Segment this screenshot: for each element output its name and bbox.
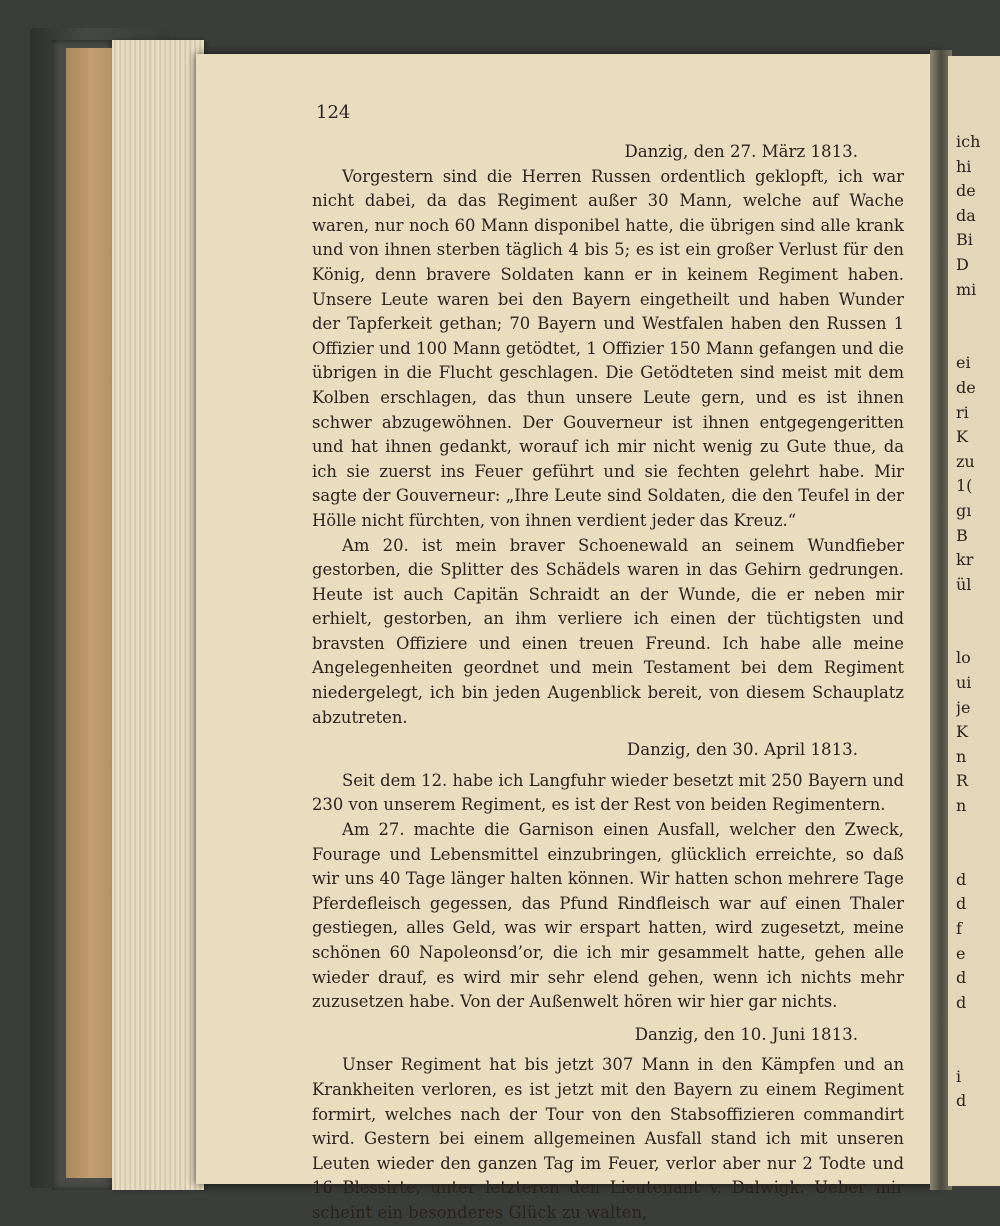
right-page-fragment: e [956,943,966,963]
right-page-fragment: D [956,254,969,274]
stacked-page-edges [112,40,204,1190]
right-page-fragment: ui [956,673,972,693]
paragraph: Am 20. ist mein braver Schoenewald an seinem Wundfieber gestorben, die Splitter des Schädels waren in das Gehirn gedrungen. Heute ist auch Capitän Schraidt an der Wunde, die er neben mir erhielt, gestorben, an ihm verliere ich einen der tüchtigsten und bravsten Offiziere und einen treuen Freund. Ich habe alle meine Angelegenheiten geordnet und mein Testament bei dem Regiment niedergelegt, ich bin jeden Augenblick bereit, von diesem Schauplatz abzutreten. [312,535,904,727]
page-number: 124 [316,102,351,123]
right-page-fragment: i [956,1066,962,1086]
right-page-fragment: lo [956,648,971,668]
right-page-fragment [956,302,1000,327]
paragraph: Seit dem 12. habe ich Langfuhr wieder besetzt mit 250 Bayern und 230 von unserem Regiment, es ist der Rest von beiden Regimentern. [312,770,904,815]
right-page-fragment: B [956,525,968,545]
right-page-fragment: K [956,427,968,447]
right-page-fragment: ül [956,574,972,594]
right-page-fragment: K [956,722,968,742]
right-page-fragment: 1( [956,476,973,496]
right-page-fragment: ei [956,353,971,373]
right-page-fragment [956,1040,1000,1065]
right-page-fragment [956,1015,1000,1040]
right-page-fragment: mi [956,279,977,299]
right-page-fragment: ri [956,402,969,422]
paragraph: Vorgestern sind die Herren Russen ordentlich geklopft, ich war nicht dabei, da das Regiment außer 30 Mann, welche auf Wache waren, nur noch 60 Mann disponibel hatte, die übrigen sind alle krank und von ihnen sterben täglich 4 bis 5; es ist ein großer Verlust für den König, denn bravere Soldaten kann er in keinem Regiment haben. Unsere Leute waren bei den Bayern eingetheilt und haben Wunder der Tapferkeit gethan; 70 Bayern und Westfalen haben den Russen 1 Offizier und 100 Mann getödtet, 1 Offizier 150 Mann gefangen und die übrigen in die Flucht geschlagen. Die Getödteten sind meist mit dem Kolben erschlagen, das thun unsere Leute gern, und es ist ihnen schwer abzugewöhnen. Der Gouverneur ist ihnen entgegengeritten und hat ihnen gedankt, worauf ich mir nicht wenig zu Gute thue, da ich sie zuerst ins Feuer geführt und sie fechten gelehrt habe. Mir sagte der Gouverneur: „Ihre Leute sind Soldaten, die den Teufel in der Hölle nicht fürchten, von ihnen verdient jeder das Kreuz.“ [312,166,904,530]
right-page-fragment [956,622,1000,647]
right-page-fragment: f [956,919,962,938]
right-page-fragment: de [956,181,976,201]
right-page-fragment: d [956,1091,967,1111]
right-page-fragment [956,327,1000,352]
right-page-fragment: Bi [956,230,973,250]
right-page-fragment: R [956,771,969,791]
dateline: Danzig, den 10. Juni 1813. [634,1024,858,1044]
right-page-fragment: d [956,968,967,988]
right-page-fragment [956,819,1000,844]
right-page-fragment: gı [956,500,972,520]
paragraph: Unser Regiment hat bis jetzt 307 Mann in den Kämpfen und an Krankheiten verloren, es ist jetzt mit den Bayern zu einem Regiment formirt, welches nach der Tour von den Stabsoffizieren commandirt wird. Gestern bei einem allgemeinen Ausfall stand ich mit unseren Leuten wieder den ganzen Tag im Feuer, verlor aber nur 2 Todte und 16 Blessirte, unter letzteren den Lieutenant v. Dalwigk. Ueber mir scheint ein besonderes Glück zu walten, [312,1055,904,1222]
right-page-fragment: da [956,205,976,225]
right-page-fragment: d [956,894,967,914]
right-page-fragment: n [956,746,967,766]
right-page-fragment: zu [956,451,975,471]
right-page-fragment: d [956,992,967,1012]
right-page-fragment: ich [956,132,981,151]
page-text-column [312,140,904,1226]
right-page-fragment: de [956,377,976,397]
right-page-fragment: n [956,796,967,816]
right-page-text-fragments [956,130,1000,1114]
right-page-fragment: kr [956,550,974,570]
right-page-fragment: d [956,869,967,889]
dateline: Danzig, den 30. April 1813. [626,740,858,760]
right-page-fragment [956,843,1000,868]
right-page-fragment: hi [956,156,972,176]
right-page-fragment [956,597,1000,622]
right-page-fragment: je [956,697,971,717]
paragraph: Am 27. machte die Garnison einen Ausfall, welcher den Zweck, Fourage und Lebensmittel einzubringen, glücklich erreichte, so daß wir uns 40 Tage länger halten können. Wir hatten schon mehrere Tage Pferdefleisch gegessen, das Pfund Rindfleisch war auf einen Thaler gestiegen, alles Geld, was wir erspart hatten, wird zugesetzt, meine schönen 60 Napoleonsd’or, die ich mir gesammelt hatte, gehen alle wieder drauf, es wird mir sehr elend gehen, wenn ich nichts mehr zuzusetzen habe. Von der Außenwelt hören wir hier gar nichts. [312,820,904,1012]
dateline: Danzig, den 27. März 1813. [624,142,858,161]
